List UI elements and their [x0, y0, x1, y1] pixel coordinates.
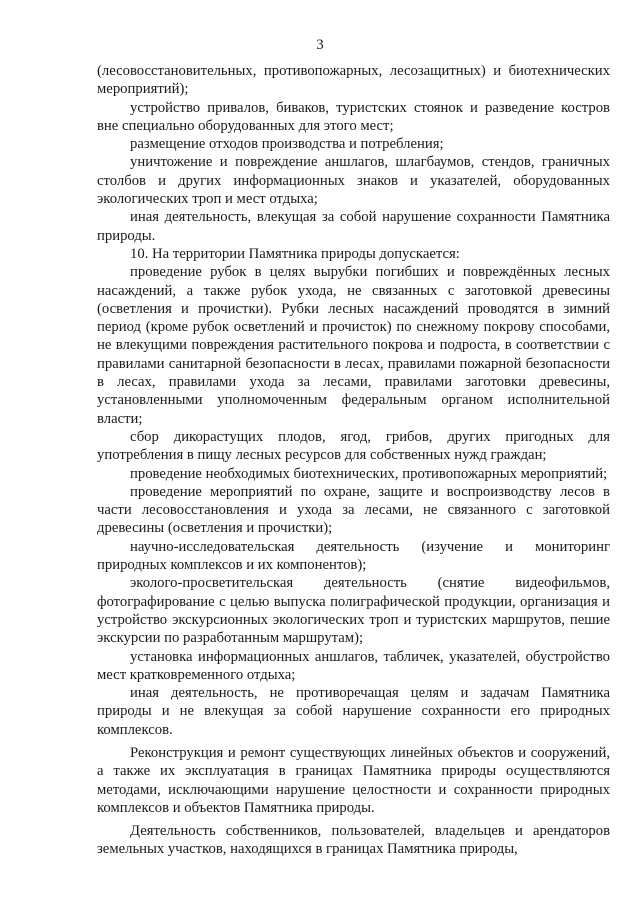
paragraph-5: иная деятельность, влекущая за собой нарушение сохранности Памятника природы. [97, 209, 610, 244]
paragraph-10: проведение мероприятий по охране, защите и воспроизводству лесов в части лесовосстановления и ухода за лесами, не связанного с заготовкой древесины (осветления и прочистки); [97, 483, 610, 537]
paragraph-1: (лесовосстановительных, противопожарных, лесозащитных) и биотехнических мероприятий); [97, 63, 610, 98]
document-body [97, 62, 610, 859]
paragraph-4: уничтожение и повреждение аншлагов, шлагбаумов, стендов, граничных столбов и других информационных знаков и указателей, оборудованных экологических троп и мест отдыха; [97, 154, 610, 208]
paragraph-13: установка информационных аншлагов, табличек, указателей, обустройство мест кратковременного отдыха; [97, 648, 610, 683]
paragraph-12: эколого-просветительская деятельность (снятие видеофильмов, фотографирование с целью выпуска полиграфической продукции, организация и устройство экскурсионных экологических троп и туристских маршрутов, пешие экскурсии по разработанным маршрутам); [97, 575, 610, 647]
page-number: 3 [316, 37, 324, 53]
paragraph-14: иная деятельность, не противоречащая целям и задачам Памятника природы и не влекущая за собой нарушение сохранности его природных комплексов. [97, 685, 610, 738]
paragraph-3: размещение отходов производства и потребления; [130, 136, 444, 153]
paragraph-16: Деятельность собственников, пользователей, владельцев и арендаторов земельных участков, находящихся в границах Памятника природы, [97, 823, 610, 858]
paragraph-8: сбор дикорастущих плодов, ягод, грибов, других пригодных для употребления в пищу лесных ресурсов для собственных нужд граждан; [97, 428, 610, 464]
paragraph-15: Реконструкция и ремонт существующих линейных объектов и сооружений, а также их эксплуатация в границах Памятника природы осуществляются методами, исключающими нарушение целостности и сохранности природных комплексов и объектов Памятника природы. [97, 744, 610, 816]
paragraph-7: проведение рубок в целях вырубки погибших и повреждённых лесных насаждений, а также рубок ухода, не связанных с заготовкой древесины (осветления и прочистки). Рубки лесных насаждений проводятся в зимний период (кроме рубок осветлений и прочисток) по снежному покрову способами, не влекущими повреждения растительного покрова и подроста, в соответствии с правилами санитарной безопасности в лесах, правилами пожарной безопасности в лесах, правилами ухода за лесами, правилами заготовки древесины, установленными уполномоченным федеральным органом исполнительной власти; [97, 264, 610, 427]
paragraph-6: 10. На территории Памятника природы допускается: [130, 245, 460, 262]
paragraph-11: научно-исследовательская деятельность (изучение и мониторинг природных комплексов и их компонентов); [97, 538, 610, 574]
paragraph-9: проведение необходимых биотехнических, противопожарных мероприятий; [130, 465, 608, 482]
paragraph-2: устройство привалов, биваков, туристских стоянок и разведение костров вне специально оборудованных для этого мест; [97, 99, 610, 134]
